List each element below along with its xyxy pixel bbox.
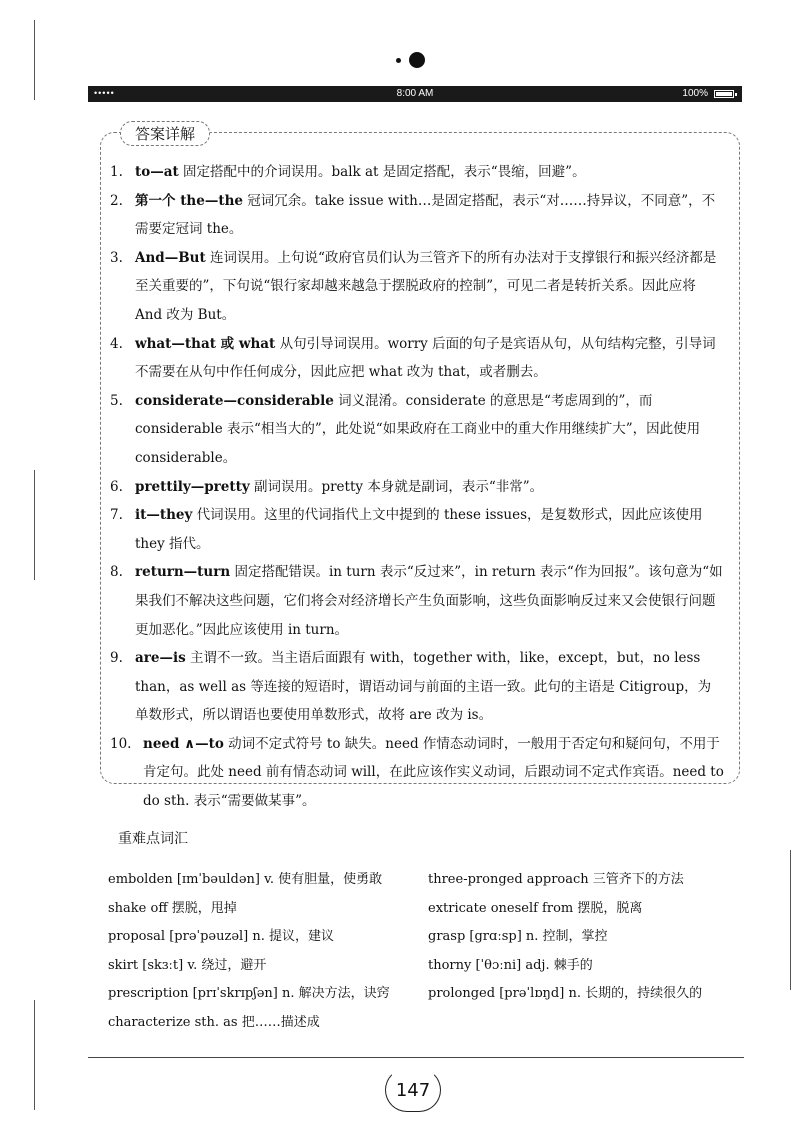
scan-line-left-bottom [34,1000,35,1110]
vocab-entry: prescription [prɪˈskrɪpʃən] n. 解决方法，诀窍 [108,986,390,1001]
answer-item: 5. considerate—considerable 词义混淆。considerate 的意思是“考虑周到的”，而 considerable 表示“相当大的”，此处说“如果政府在工商业中的重大作用继续扩大”，因此使用 considerable。 [110,392,701,466]
vocab-entry: skirt [skɜːt] v. 绕过，避开 [108,957,267,973]
vocab-entry: thorny [ˈθɔːni] adj. 棘手的 [428,957,593,973]
vocab-column-right [428,866,702,1009]
dot-big [409,52,425,68]
scan-line-right [790,850,791,990]
status-time: 8:00 AM [396,88,434,99]
answer-item: 9. are—is 主谓不一致。当主语后面跟有 with，together with，like，except，but，no less than，as well as 等连接的短语时，谓语动词与前面的主语一致。此句的主语是 Citigroup，为单数形式，所以谓语也要使用单数形式，故将 are 改为 is。 [110,650,712,724]
battery-icon [714,90,734,98]
answer-item: 6. prettily—pretty 副词误用。pretty 本身就是副词，表示“非常”。 [110,478,544,495]
status-bar [88,86,742,102]
answer-item: 10. need ∧—to 动词不定式符号 to 缺失。need 作情态动词时，一般用于否定句和疑问句，不用于肯定句。此处 need 前有情态动词 will，在此应该作实义动词，后跟动词不定式作宾语。need to do sth. 表示“需要做某事”。 [110,735,724,810]
vocab-entry: proposal [prəˈpəuzəl] n. 提议，建议 [108,929,335,944]
answer-item: 4. what—that 或 what 从句引导词误用。worry 后面的句子是宾语从句，从句结构完整，引导词不需要在从句中作任何成分，因此应把 what 改为 that，或者删去。 [110,335,716,381]
vocab-entry: embolden [ɪmˈbəuldən] v. 使有胆量，使勇敢 [108,872,383,887]
vocab-entry: extricate oneself from 摆脱，脱离 [428,900,643,916]
signal-icon: ••••• [94,88,115,98]
answer-list [110,158,724,816]
vocab-entry: shake off 摆脱，甩掉 [108,900,237,916]
answer-item: 2. 第一个 the—the 冠词冗余。take issue with…是固定搭配，表示“对……持异议，不同意”，不需要定冠词 the。 [110,192,716,238]
scan-line-left [34,20,35,100]
scan-line-left-lower [34,470,35,580]
answer-item: 8. return—turn 固定搭配错误。in turn 表示“反过来”，in return 表示“作为回报”。该句意为“如果我们不解决这些问题，它们将会对经济增长产生负面影响，这些负面影响反过来又会使银行问题更加恶化。”因此应该使用 in turn。 [110,564,723,638]
answer-section-title: 答案详解 [120,121,210,146]
vocab-entry: prolonged [prəˈlɒŋd] n. 长期的，持续很久的 [428,986,703,1001]
bottom-rule [88,1057,744,1058]
vocab-entry: three-pronged approach 三管齐下的方法 [428,872,684,887]
vocab-entry: grasp [grɑːsp] n. 控制，掌控 [428,929,608,944]
vocab-column-left [108,866,390,1037]
dot-small [396,58,401,63]
battery-percent: 100% [682,88,708,99]
answer-item: 7. it—they 代词误用。这里的代词指代上文中提到的 these issues，是复数形式，因此应该使用 they 指代。 [110,507,703,552]
vocab-entry: characterize sth. as 把……描述成 [108,1014,320,1030]
answer-item: 1. to—at 固定搭配中的介词误用。balk at 是固定搭配，表示“畏缩，回避”。 [110,164,586,180]
vocab-section-title: 重难点词汇 [118,831,188,847]
answer-item: 3. And—But 连词误用。上句说“政府官员们认为三管齐下的所有办法对于支撑银行和振兴经济都是至关重要的”，下句说“银行家却越来越急于摆脱政府的控制”，可见二者是转折关系。因此应将 And 改为 But。 [110,249,717,323]
page-number: 147 [385,1068,441,1112]
